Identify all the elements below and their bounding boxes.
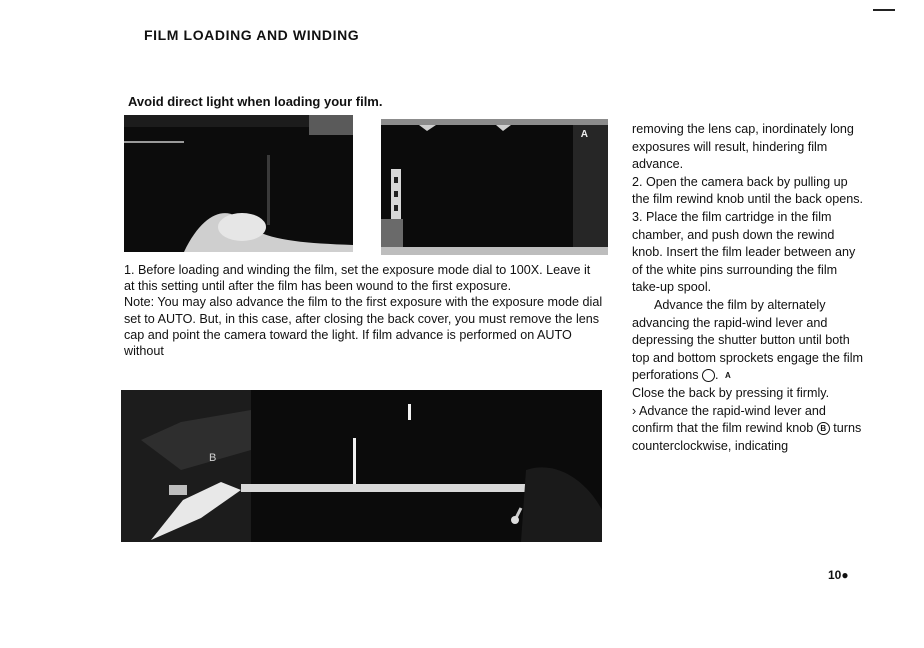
page-title: FILM LOADING AND WINDING (144, 27, 360, 43)
advance-text: Advance the film by alternately advancing the rapid-wind lever and depressing the shutter button until both top and bottom sprockets engage the film perforations (632, 297, 864, 383)
continued-paragraph: removing the lens cap, inordinately long exposures will result, hindering film advance. (632, 122, 854, 172)
note-paragraph: Note: You may also advance the film to the first exposure with the exposure mode dial set to AUTO. But, in this case, after closing the back cover, you must remove the lens cap and point the camera toward the light. If film advance is performed on AUTO without (124, 295, 603, 359)
close-back-paragraph: Close the back by pressing it firmly. (632, 385, 830, 400)
photo-2-illustration (381, 119, 608, 255)
photo-1-illustration (124, 115, 353, 252)
step-1-paragraph: 1. Before loading and winding the film, set the exposure mode dial to 100X. Leave it at this setting until after the film has been wound to the first exposure. (124, 263, 591, 294)
advance-paragraph: Advance the film by alternately advancing the rapid-wind lever and depressing the shutter button until both top and bottom sprockets engage the film perforations A. (632, 297, 864, 383)
rewind-text-post: turns counterclockwise, indicating (632, 421, 862, 453)
marker-b-icon: B (817, 422, 830, 435)
page-number: 10● (828, 568, 849, 582)
left-column-text (124, 262, 604, 359)
photo-label-b: B (209, 452, 217, 464)
photo-camera-back-open (381, 119, 608, 255)
rewind-text-pre: › Advance the rapid-wind lever and confirm that the film rewind knob (632, 403, 826, 436)
photo-film-loading-hand (124, 115, 353, 252)
corner-mark (873, 9, 895, 11)
photo-caption: Avoid direct light when loading your film. (128, 94, 383, 109)
step-2-paragraph: 2. Open the camera back by pulling up the film rewind knob until the back opens. (632, 174, 864, 207)
step-3-paragraph: 3. Place the film cartridge in the film chamber, and push down the rewind knob. Insert the film leader between any of the white pins surrounding the film take-up spool. (632, 209, 856, 295)
marker-a-icon: A (702, 369, 715, 382)
photo-rapid-wind-lever (121, 390, 602, 542)
photo-label-a: A (580, 129, 588, 140)
rewind-paragraph (632, 403, 864, 456)
photo-3-illustration (121, 390, 602, 542)
right-column-text (632, 121, 864, 455)
